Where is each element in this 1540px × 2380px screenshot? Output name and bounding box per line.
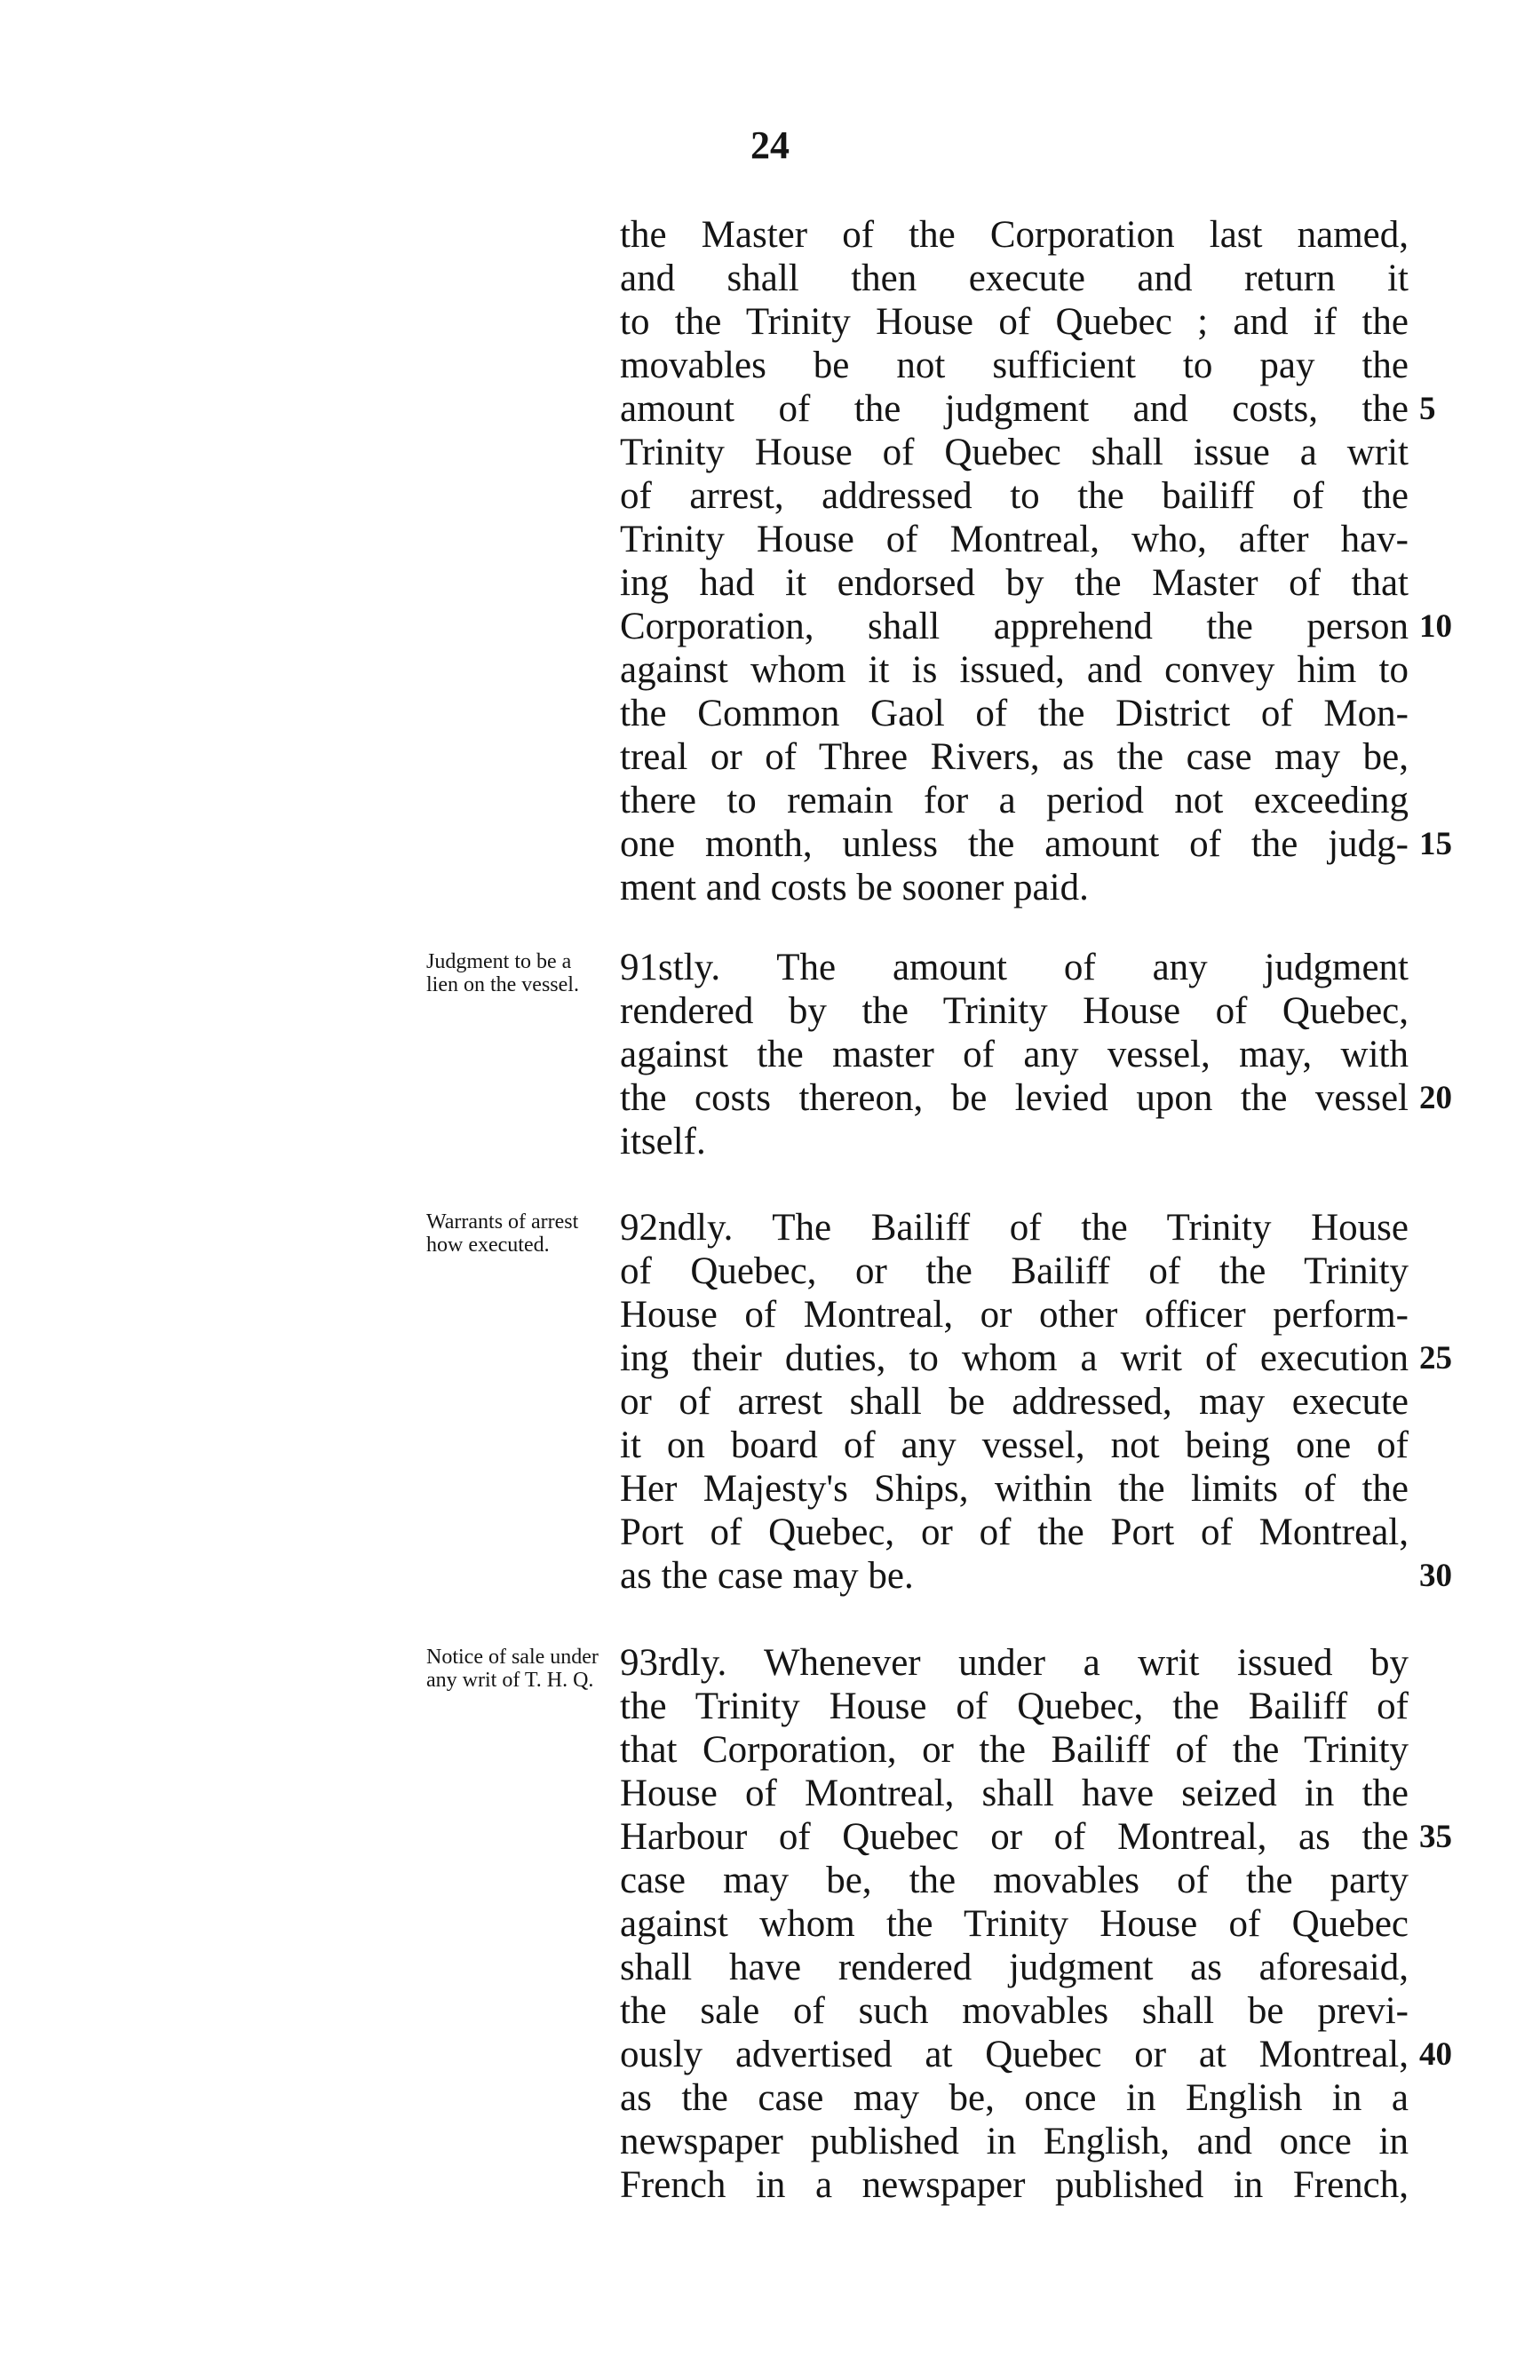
text-line: that Corporation, or the Bailiff of the Trinity [620,1729,1409,1771]
text-line: amount of the judgment and costs, the [620,388,1409,430]
text-line: one month, unless the amount of the judg- [620,823,1409,865]
text-line: case may be, the movables of the party [620,1860,1409,1901]
line-number: 20 [1419,1080,1452,1116]
line-number: 10 [1419,608,1452,645]
line-number: 30 [1419,1558,1452,1594]
text-line: it on board of any vessel, not being one of [620,1424,1409,1466]
margin-note: Notice of sale under any writ of T. H. Q. [426,1646,599,1692]
line-number: 40 [1419,2036,1452,2073]
margin-note: Warrants of arrest how executed. [426,1210,579,1257]
text-line: against whom the Trinity House of Quebec [620,1903,1409,1945]
text-line: rendered by the Trinity House of Quebec, [620,990,1409,1032]
text-line: against the master of any vessel, may, with [620,1034,1409,1075]
line-number: 25 [1419,1340,1452,1376]
line-number: 35 [1419,1819,1452,1855]
text-line: there to remain for a period not exceeding [620,780,1409,821]
text-line: Trinity House of Quebec shall issue a writ [620,432,1409,473]
line-number: 5 [1419,391,1436,427]
line-number: 15 [1419,826,1452,862]
text-line: House of Montreal, shall have seized in the [620,1773,1409,1814]
text-line: Her Majesty's Ships, within the limits of the [620,1468,1409,1510]
text-line: shall have rendered judgment as aforesaid, [620,1947,1409,1988]
text-line: the Trinity House of Quebec, the Bailiff of [620,1686,1409,1727]
text-line: as the case may be. [620,1555,914,1597]
text-line: itself. [620,1121,706,1162]
text-line: ously advertised at Quebec or at Montreal, [620,2034,1409,2075]
text-line: newspaper published in English, and once in [620,2121,1409,2162]
text-line: and shall then execute and return it [620,258,1409,299]
text-line: French in a newspaper published in French, [620,2164,1409,2206]
margin-note: Judgment to be a lien on the vessel. [426,950,579,996]
text-line: the Master of the Corporation last named, [620,214,1409,256]
text-line: to the Trinity House of Quebec ; and if the [620,301,1409,343]
text-line: treal or of Three Rivers, as the case may be, [620,736,1409,778]
text-line: House of Montreal, or other officer perform- [620,1294,1409,1336]
text-line: or of arrest shall be addressed, may execute [620,1381,1409,1423]
text-line: ing had it endorsed by the Master of that [620,562,1409,604]
text-line: Trinity House of Montreal, who, after hav- [620,519,1409,560]
text-line: of Quebec, or the Bailiff of the Trinity [620,1250,1409,1292]
text-line: of arrest, addressed to the bailiff of the [620,475,1409,517]
text-line: 92ndly. The Bailiff of the Trinity House [620,1207,1409,1249]
text-line: Harbour of Quebec or of Montreal, as the [620,1816,1409,1858]
text-line: the sale of such movables shall be previ- [620,1990,1409,2032]
text-line: Port of Quebec, or of the Port of Montreal, [620,1511,1409,1553]
text-line: against whom it is issued, and convey him to [620,649,1409,691]
page-number: 24 [750,123,790,167]
text-line: ment and costs be sooner paid. [620,867,1089,908]
text-line: movables be not sufficient to pay the [620,345,1409,386]
text-line: 93rdly. Whenever under a writ issued by [620,1642,1409,1684]
text-line: the Common Gaol of the District of Mon- [620,693,1409,734]
text-line: ing their duties, to whom a writ of execution [620,1337,1409,1379]
text-line: Corporation, shall apprehend the person [620,606,1409,647]
text-line: the costs thereon, be levied upon the vessel [620,1077,1409,1119]
text-line: as the case may be, once in English in a [620,2077,1409,2119]
text-line: 91stly. The amount of any judgment [620,947,1409,988]
